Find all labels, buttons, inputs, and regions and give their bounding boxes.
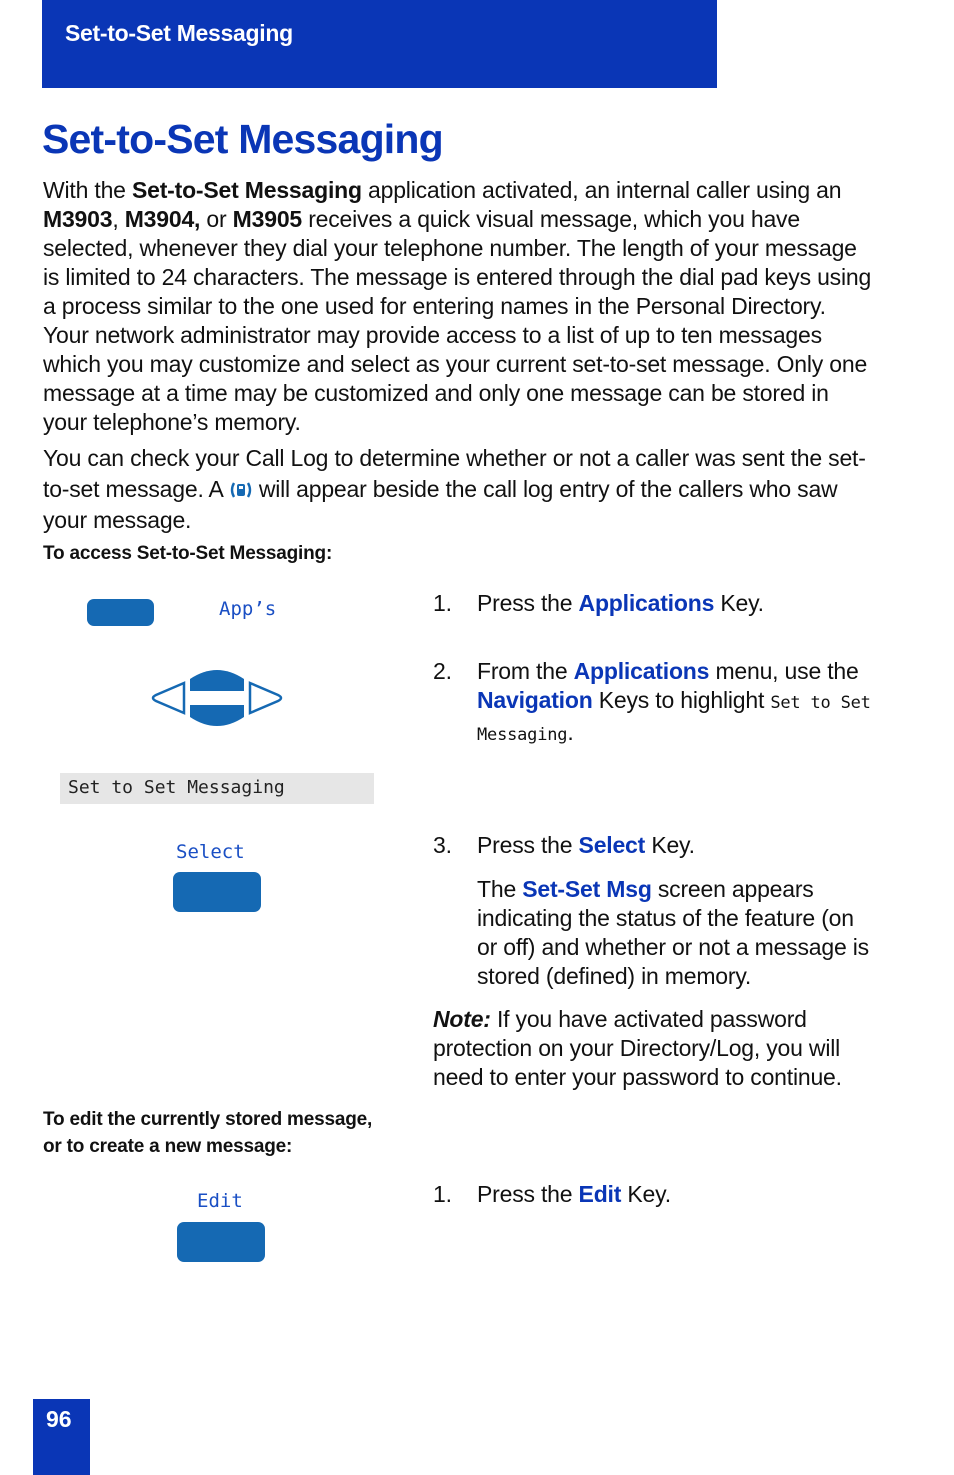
step-text-part: . (567, 719, 574, 745)
intro-bold-model: M3904, (124, 206, 201, 232)
step-text-part: Key. (714, 590, 764, 616)
page-number-tab (33, 1399, 90, 1475)
intro-text: application activated, an internal caller using an (361, 177, 842, 203)
set-to-set-message-icon (229, 477, 253, 497)
step-number: 3. (433, 832, 452, 858)
intro-bold-model: M3903 (43, 206, 113, 232)
step-text (477, 1180, 877, 1209)
step-text-part: Key. (621, 1181, 671, 1207)
intro-text: You can check your Call Log to determine whether or not a caller was sent the set-to-set message. A (43, 445, 866, 502)
step-text-part: Press the (477, 590, 579, 616)
call-log-paragraph (43, 443, 873, 536)
section-access-heading: To access Set-to-Set Messaging: (43, 543, 333, 564)
note-label: Note: (433, 1006, 491, 1032)
navigation-key-ref: Navigation (477, 687, 593, 713)
display-highlight (60, 773, 374, 804)
step-text-part: Press the (477, 1181, 579, 1207)
apps-label: App’s (219, 598, 277, 620)
screen-name-ref: Set-Set Msg (522, 876, 652, 902)
intro-bold-model: M3905 (232, 206, 302, 232)
intro-text: , (112, 206, 125, 232)
header-title: Set-to-Set Messaging (65, 20, 293, 46)
edit-key-ref: Edit (578, 1181, 622, 1207)
heading-line: To edit the currently stored message, (43, 1109, 373, 1130)
heading-line: or to create a new message: (43, 1136, 293, 1157)
step-text (477, 657, 877, 750)
header-bar (42, 0, 717, 88)
select-label: Select (176, 841, 245, 863)
step-3-description (477, 875, 877, 991)
step-text (477, 589, 877, 618)
display-text: Set to Set Messaging (68, 777, 285, 798)
applications-key-ref: Applications (578, 590, 715, 616)
select-key-ref: Select (578, 832, 646, 858)
step-text-part: screen appears indicating the status of the feature (on or off) and whether or not a message is stored (defined) in memory. (477, 876, 869, 989)
applications-key-ref: Applications (573, 658, 710, 684)
intro-bold-app: Set-to-Set Messaging (131, 177, 362, 203)
intro-text: receives a quick visual message, which you have selected, whenever they dial your telephone number. The length of your message is limited to 24 characters. The message is entered through the dial pad keys using a process similar to the one used for entering names in the Personal Directory. Your network administrator may provide access to a list of up to ten messages which you may customize and select as your current set-to-set message. Only one message at a time may be customized and only one message can be stored in your telephone’s memory. (43, 206, 872, 435)
note-paragraph (433, 1005, 873, 1092)
intro-text: With the (43, 177, 132, 203)
step-text-part: menu, use the (709, 658, 859, 684)
step-text-part: Key. (645, 832, 695, 858)
step-number: 1. (433, 590, 452, 616)
intro-paragraph (43, 176, 873, 437)
step-text (477, 831, 877, 860)
navigation-keys-icon[interactable] (146, 665, 288, 731)
edit-label: Edit (197, 1190, 243, 1212)
page-number: 96 (46, 1406, 72, 1432)
step-text-part: Press the (477, 832, 579, 858)
section-edit-heading (43, 1106, 372, 1160)
select-softkey[interactable] (173, 872, 261, 912)
edit-softkey[interactable] (177, 1222, 265, 1262)
page-title: Set-to-Set Messaging (42, 116, 443, 162)
menu-item-ref: Set to Set Messaging (477, 693, 871, 745)
step-number: 1. (433, 1181, 452, 1207)
step-text-part: The (477, 876, 523, 902)
step-text-part: From the (477, 658, 574, 684)
intro-text: will appear beside the call log entry of the callers who saw your message. (43, 476, 838, 533)
note-text: If you have activated password protection on your Directory/Log, you will need to enter your password to continue. (433, 1006, 842, 1090)
intro-text: or (200, 206, 233, 232)
step-number: 2. (433, 658, 452, 684)
step-text-part: Keys to highlight (592, 687, 771, 713)
applications-softkey[interactable] (87, 599, 154, 626)
